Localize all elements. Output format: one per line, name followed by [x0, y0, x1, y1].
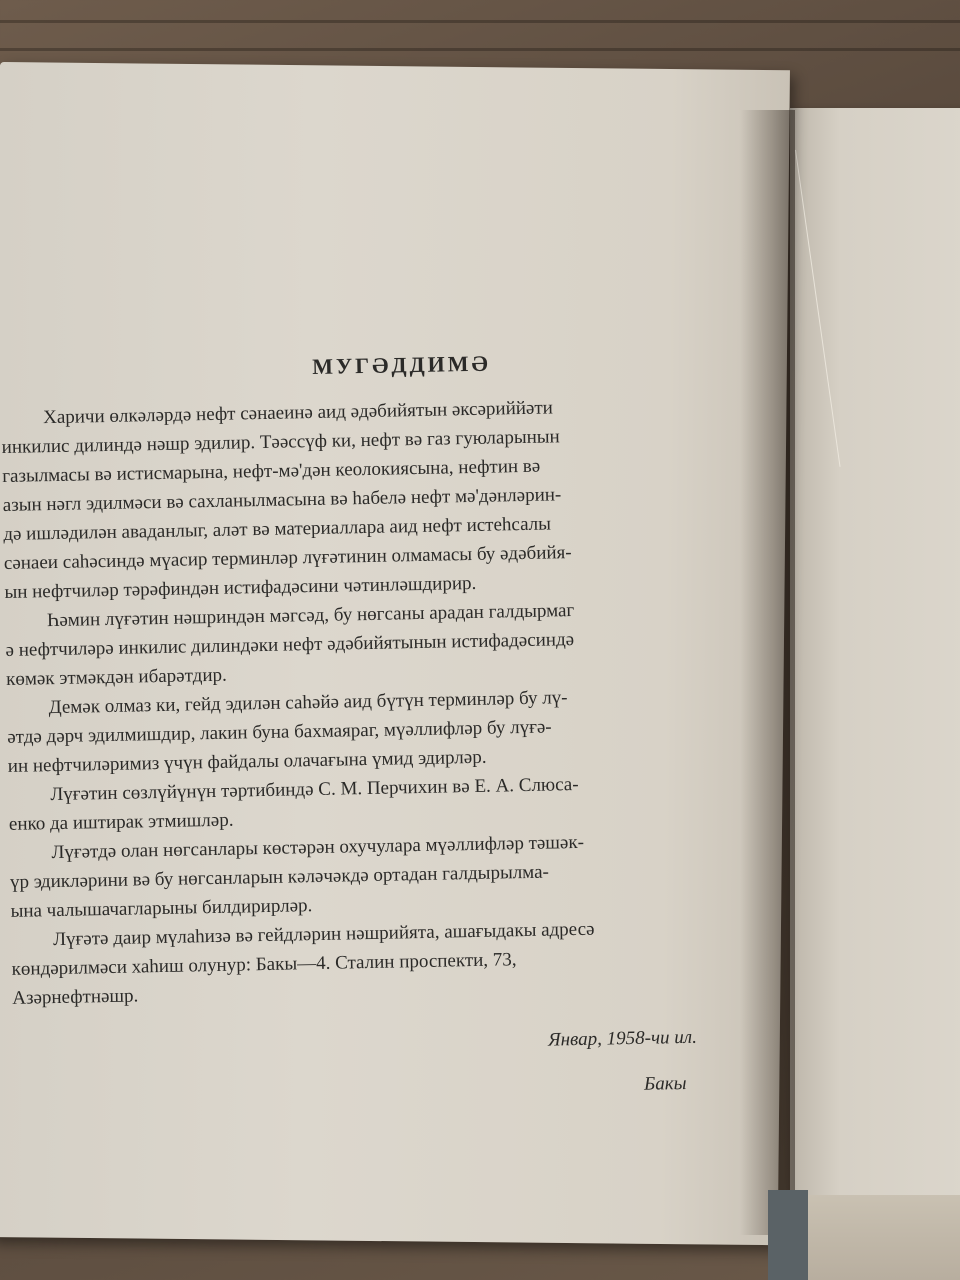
wood-grain: [0, 20, 960, 23]
text-line: енко да иштирак этмишләр.: [8, 809, 234, 835]
page-title: МУГӘДДИМӘ: [311, 350, 491, 380]
book-gutter-shadow: [740, 110, 795, 1235]
text-line: Азәрнефтнәшр.: [12, 985, 139, 1009]
text-line: дә ишләдилән аваданлыг, аләт вә материаллара аид нефт истеһсалы: [3, 513, 552, 545]
text-line: азын нәгл эдилмәси вә сахланылмасына вә һабелә нефт мә'дәнләрин-: [2, 484, 562, 516]
text-line: ә нефтчиләрә инкилис дилиндәки нефт әдәбийятынын истифадәсиндә: [5, 629, 575, 661]
text-line: ын нефтчиләр тәрәфиндән истифадәсини чәтинләшдирир.: [4, 572, 477, 603]
text-line: Лүғәтә даир мүлаһизә вә гейдләрин нәшрийята, ашағыдакы адресә: [52, 918, 595, 951]
text-line: Демәк олмаз ки, гейд эдилән саһәйә аид бүтүн терминләр бу лү-: [48, 687, 568, 719]
book-spine: [768, 1190, 808, 1280]
text-line: Һәмин лүғәтин нәшриндән мәгсәд, бу нөгсаны арадан галдырмаг: [46, 600, 575, 632]
text-line: көндәрилмәси хаһиш олунур: Бакы—4. Сталин проспекти, 73,: [11, 949, 517, 980]
text-line: үр эдикләрини вә бу нөгсанларын кәләчәкдә ортадан галдырылма-: [9, 861, 550, 893]
text-line: сәнаеи саһәсиндә мүасир терминләр лүғәтинин олмамасы бу әдәбийя-: [3, 542, 572, 574]
text-line: ына чалышачагларыны билдирирләр.: [10, 895, 313, 922]
signature-place: Бакы: [643, 1072, 687, 1095]
signature-date: Январ, 1958-чи ил.: [547, 1026, 698, 1051]
text-line: Харичи өлкәләрдә нефт сәнаеинә аид әдәбийятын әксәриййәти: [42, 397, 554, 429]
text-line: Лүғәтин сөзлүйүнүн тәртибиндә С. М. Перчихин вә Е. А. Слюса-: [50, 773, 579, 806]
text-line: көмәк этмәкдән ибарәтдир.: [5, 664, 227, 690]
text-line: Лүғәтдә олан нөгсанлары көстәрән охучулара мүәллифләр тәшәк-: [51, 831, 585, 864]
text-line: инкилис дилиндә нәшр эдилир. Тәәссүф ки, нефт вә газ гуюларынын: [1, 426, 560, 458]
wood-grain: [0, 48, 960, 51]
text-line: әтдә дәрч эдилмишдир, лакин буна бахмаяраг, мүәллифләр бу лүғә-: [7, 716, 552, 748]
text-line: ин нефтчиләримиз үчүн файдалы олачағына үмид эдирләр.: [7, 746, 487, 777]
text-line: газылмасы вә истисмарына, нефт-мә'дән кеолокиясына, нефтин вә: [2, 455, 541, 487]
